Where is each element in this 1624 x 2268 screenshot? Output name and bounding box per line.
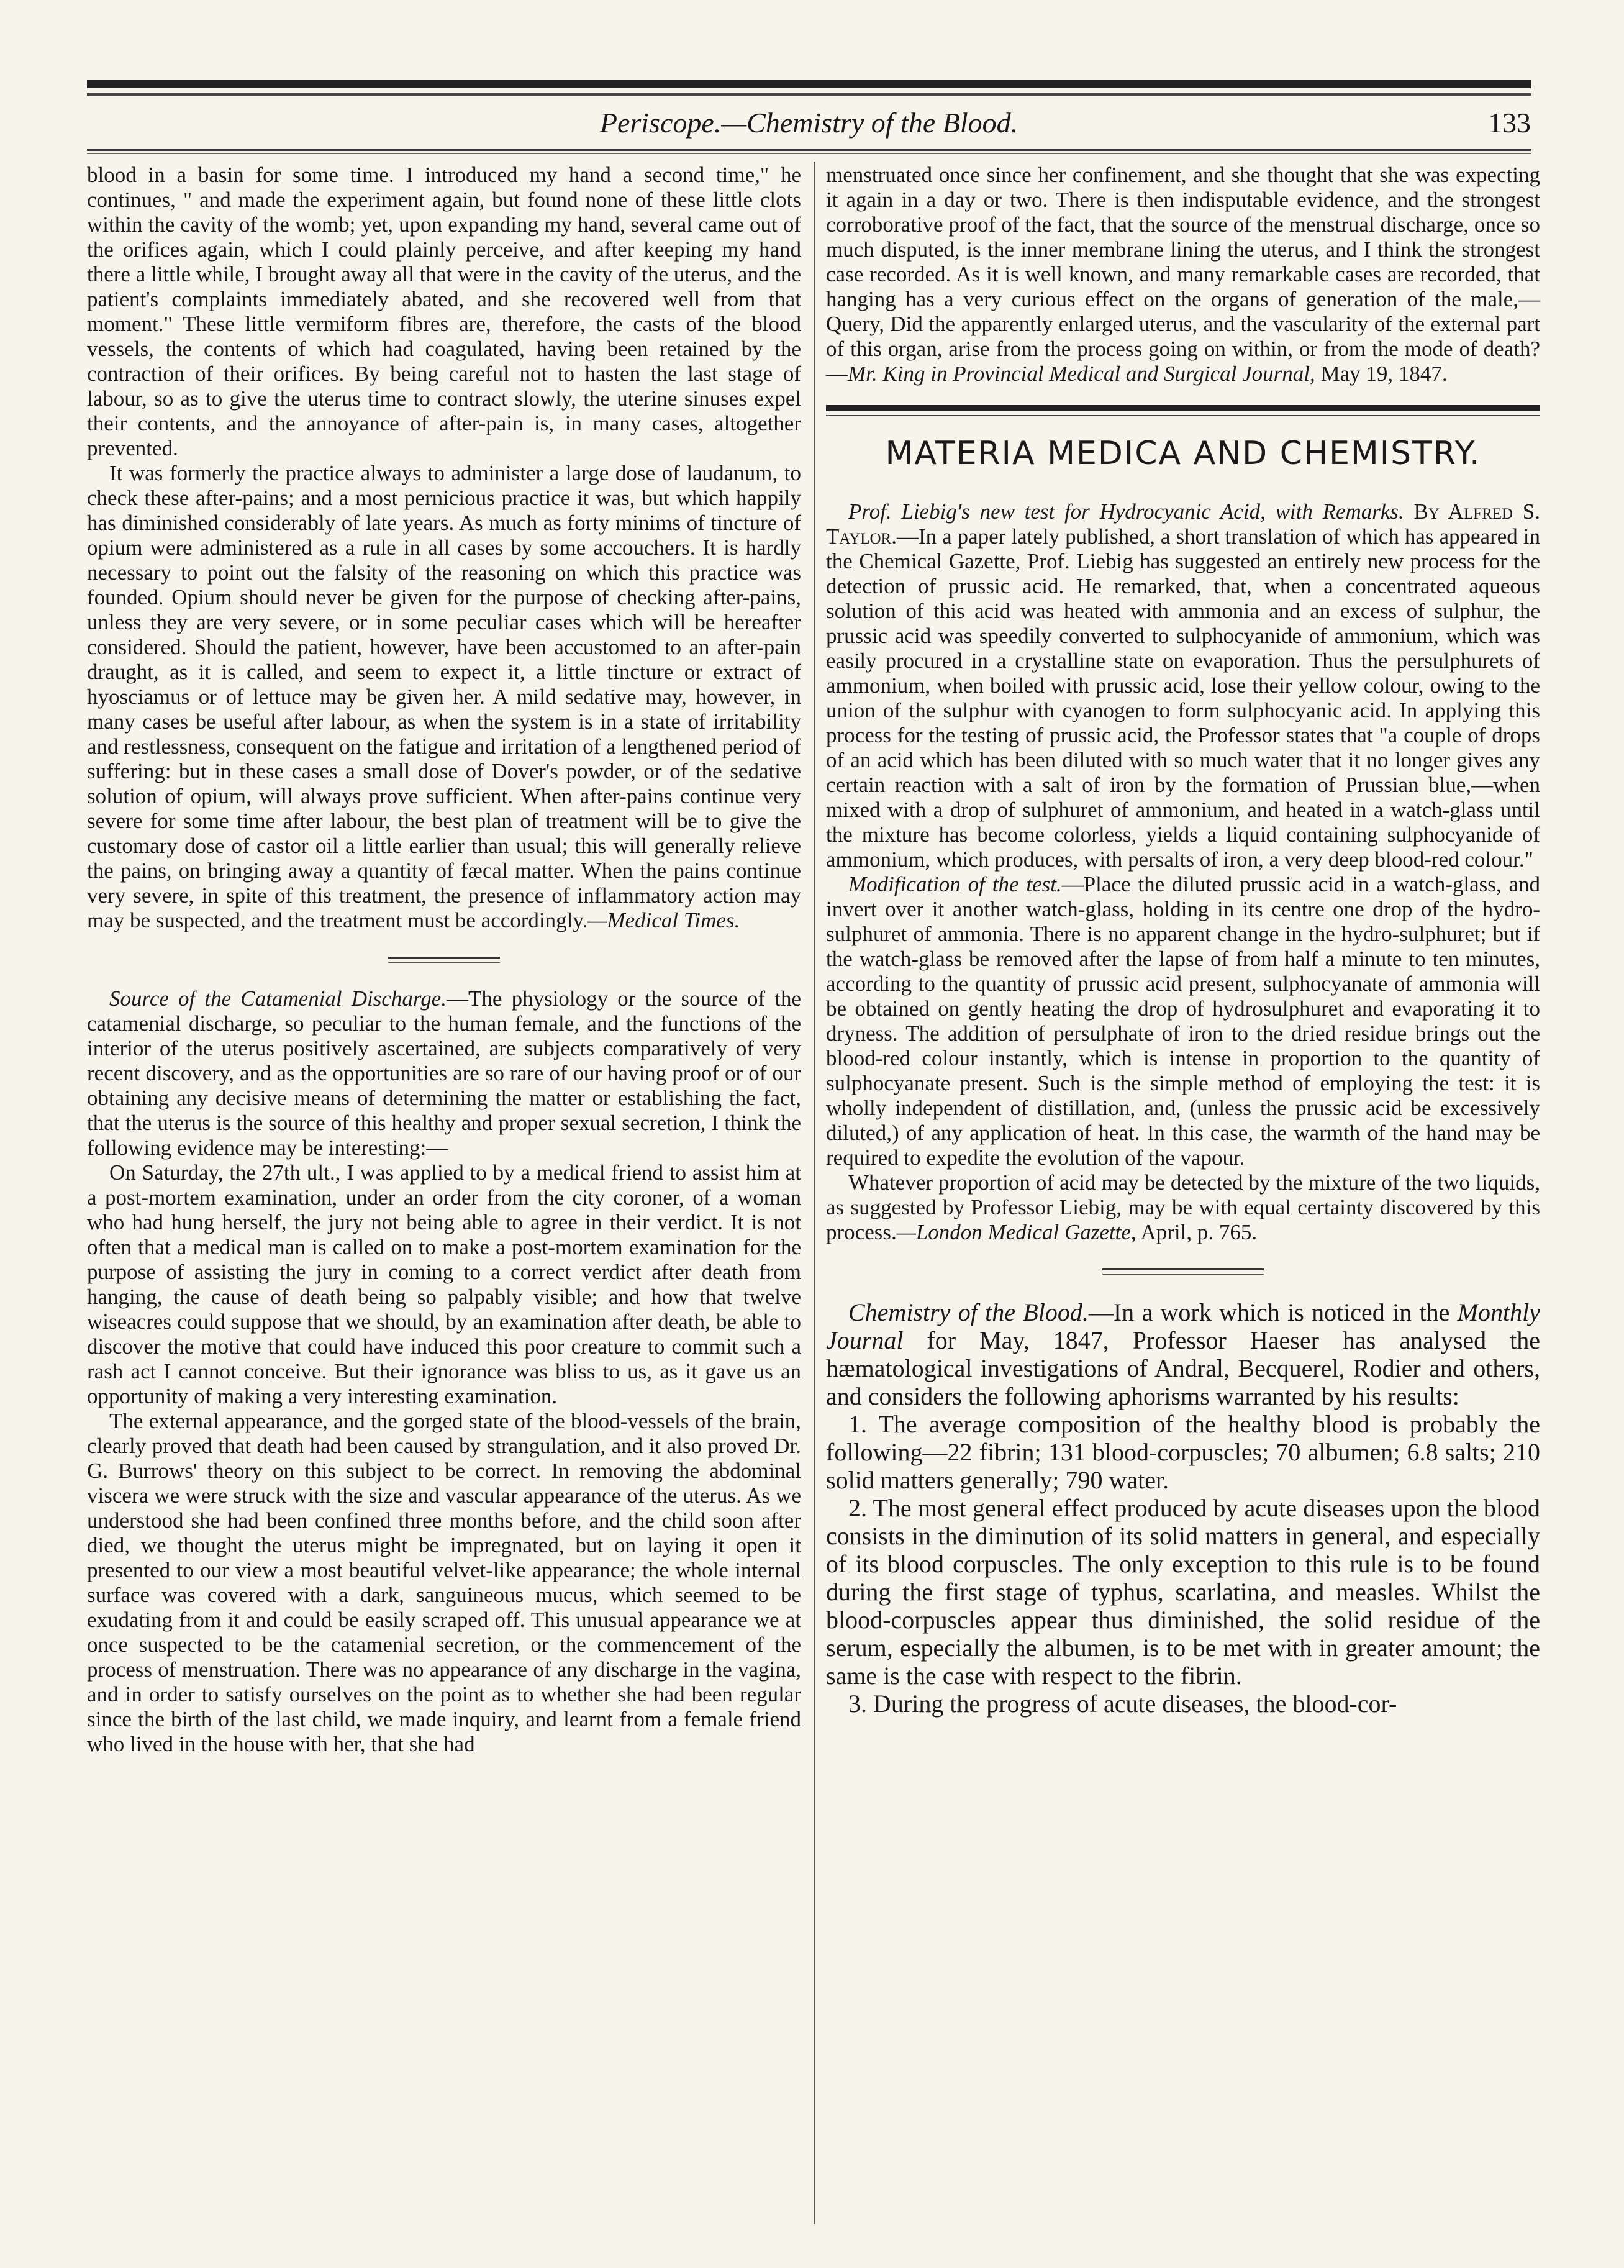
source-citation: —London Medical Gazette, (896, 1220, 1136, 1244)
aphorism-3: 3. During the progress of acute diseases, the blood-cor- (848, 1690, 1397, 1718)
citation-date: April, p. 765. (1136, 1220, 1258, 1244)
paragraph-text: —In a work which is noticed in the (1088, 1298, 1458, 1326)
paragraph: blood in a basin for some time. I introduced my hand a second time," he continues, " and made the experiment again, but found none of these little clots within the cavity of the womb; yet, upon expanding my hand, several came out of the orifices again, which I could plainly perceive, and after keeping my hand there a little while, I brought away all that were in the cavity of the uterus, and the patient's complaints immediately abated, and she recovered well from that moment." These little vermiform fibres are, therefore, the casts of the blood vessels, the contents of which had coagulated, having been retained by the contraction of their orifices. By being careful not to hasten the last stage of labour, so as to give the uterus time to contract slowly, the uterine sinuses expel their contents, and the annoyance of after-pain is, in many cases, altogether prevented. (87, 163, 801, 460)
section-rule-thin (826, 415, 1540, 416)
journal-name: Monthly Journal (826, 1298, 1540, 1354)
paragraph-text: Whatever proportion of acid may be detected by the mixture of the two liquids, as suggested by Professor Liebig, may be with equal certainty discovered by this process. (826, 1170, 1540, 1244)
paragraph (826, 1298, 1540, 1410)
running-head: Periscope.—Chemistry of the Blood. (599, 107, 1018, 139)
aphorism-2: 2. The most general effect produced by acute diseases upon the blood consists in the diminution of its solid matters in general, and especially of its blood corpuscles. The only exception to this rule is to be found during the first stage of typhus, scarlatina, and measles. Whilst the blood-corpuscles appear thus diminished, the solid residue of the serum, especially the albumen, is to be met with in greater amount; the same is the case with respect to the fibrin. (826, 1494, 1540, 1690)
paragraph: The external appearance, and the gorged state of the blood-vessels of the brain, clearly proved that death had been caused by strangulation, and it also proved Dr. G. Burrows' theory on this subject to be correct. In removing the abdominal viscera we were struck with the size and vascular appearance of the uterus. As we understood she had been confined three months before, and the child soon after died, we thought the uterus might be impregnated, but on laying it open it presented to our view a most beautiful velvet-like appearance; the whole internal surface was covered with a dark, sanguineous mucus, which seemed to be exudating from it and could be easily scraped off. This unusual appearance we at once suspected to be the catamenial secretion, or the commencement of the process of menstruation. There was no appearance of any discharge in the vagina, and in order to satisfy ourselves on the point as to whether she had been regular since the birth of the last child, we made inquiry, and learnt from a female friend who lived in the house with her, that she had (87, 1409, 801, 1756)
header-rule-thin (87, 153, 1531, 154)
article-title: Prof. Liebig's new test for Hydrocyanic Acid, with Remarks. (848, 499, 1404, 524)
separator-rule (1102, 1268, 1264, 1275)
paragraph (87, 461, 801, 933)
page-header (87, 104, 1531, 142)
paragraph-text: It was formerly the practice always to administer a large dose of laudanum, to check these after-pains; and a most pernicious practice it was, but which happily has diminished considerably of late years. As much as forty minims of tincture of opium were administered as a rule in all cases by some accouchers. It is hardly necessary to point out the falsity of the reasoning on which this practice was founded. Opium should never be given for the purpose of checking after-pains, unless they are very severe, or in some peculiar cases which will be hereafter considered. Should the patient, however, have been accustomed to an after-pain draught, as it is called, and seem to expect it, a little tincture or extract of hyosciamus or of lettuce may be given her. A mild sedative may, however, in many cases be useful after labour, as when the system is in a state of irritability and restlessness, consequent on the fatigue and irritation of a lengthened period of suffering: but in these cases a small dose of Dover's powder, or of the sedative solution of opium, will always prove sufficient. When after-pains continue very severe for some time after labour, the best plan of treatment will be to give the customary dose of castor oil a little earlier than usual; this will generally relieve the pains, on bringing away a quantity of fæcal matter. When the pains continue very severe, in spite of this treatment, the presence of inflammatory action may may be suspected, and the treatment must be accordingly. (87, 461, 801, 932)
paragraph-text: —Place the diluted prussic acid in a watch-glass, and invert over it another watch-glass, holding in its centre one drop of the hydro-sulphuret of ammonia. There is no apparent change in the hydro-sulphuret; but if the watch-glass be removed after the lapse of from half a minute to ten minutes, according to the quantity of prussic acid present, sulphocyanate of ammonia will be obtained on gently heating the drop of hydrosulphuret and evaporating it to dryness. The addition of persulphate of iron to the dried residue brings out the blood-red colour instantly, which is intense in proportion to the quantity of sulphocyanate present. Such is the simple method of employing the test: it is wholly independent of distillation, and, (unless the prussic acid be excessively diluted,) of any application of heat. In this case, the warmth of the hand may be required to expedite the evolution of the vapour. (826, 872, 1540, 1170)
column-divider (814, 162, 815, 2224)
paragraph (826, 163, 1540, 386)
article-title: Chemistry of the Blood. (848, 1298, 1089, 1326)
article-title: Source of the Catamenial Discharge. (109, 986, 447, 1011)
paragraph (826, 1170, 1540, 1245)
top-rule (87, 80, 1531, 88)
paragraph: On Saturday, the 27th ult., I was applied to by a medical friend to assist him at a post-mortem examination, under an order from the city coroner, of a woman who had hung herself, the jury not being able to agree in their verdict. It is not often that a medical man is called on to make a post-mortem examination for the purpose of assisting the jury in coming to a correct verdict after death from hanging, the cause of death being so palpably visible; and how that twelve wiseacres could suppose that we should, by an examination after death, be able to discover the motive that could have induced this poor creature to commit such a rash act I cannot conceive. But their ignorance was bliss to us, as it gave us an opportunity of making a very interesting examination. (87, 1160, 801, 1408)
paragraph-text: —In a paper lately published, a short translation of which has appeared in the Chemical Gazette, Prof. Liebig has suggested an entirely new process for the detection of prussic acid. He remarked, that, when a concentrated aqueous solution of this acid was heated with ammonia and an excess of sulphur, the prussic acid was speedily converted to sulphocyanide of ammonium, which was easily procured in a crystalline state on evaporation. Thus the persulphurets of ammonium, when boiled with prussic acid, lose their yellow colour, owing to the union of the sulphur with cyanogen to form sulphocyanic acid. In applying this process for the testing of prussic acid, the Professor states that "a couple of drops of an acid which has been diluted with so much water that it no longer gives any certain reaction with a salt of iron by the formation of Prussian blue,—when mixed with a drop of sulphuret of ammonium, and heated in a watch-glass until the mixture has become colorless, yields a liquid containing sulphocyanide of ammonium, which produces, with persalts of iron, a very deep blood-red colour." (826, 524, 1540, 872)
blood-article (826, 1298, 1540, 1718)
section-heading: MATERIA MEDICA AND CHEMISTRY. (885, 435, 1481, 472)
source-citation: Mr. King in Provincial Medical and Surgical Journal, (848, 362, 1315, 386)
paragraph-text: menstruated once since her confinement, and she thought that she was expecting it again in a day or two. There is then indisputable evidence, and the strongest corroborative proof of the fact, that the source of the menstrual discharge, once so much disputed, is the inner membrane lining the uterus, and I think the strongest case recorded. As it is well known, and many remarkable cases are recorded, that hanging has a very curious effect on the organs of generation of the male,—Query, Did the apparently enlarged uterus, and the vascularity of the external part of this organ, arise from the process going on within, or from the mode of death?— (826, 163, 1540, 386)
left-column (87, 163, 801, 1757)
subsection-title: Modification of the test. (848, 872, 1062, 896)
paragraph (826, 872, 1540, 1170)
header-rule (87, 149, 1531, 151)
paragraph (826, 499, 1540, 872)
paragraph (87, 986, 801, 1160)
right-column (826, 163, 1540, 1718)
article-author: By Alfred S. Taylor. (826, 499, 1540, 549)
page-number: 133 (1488, 107, 1531, 139)
source-citation: —Medical Times. (587, 908, 740, 932)
paragraph-text: for May, 1847, Professor Haeser has analysed the hæmatological investigations of Andral, Becquerel, Rodier and others, and considers the following aphorisms warranted by his results: (826, 1326, 1540, 1410)
citation-date: May 19, 1847. (1315, 362, 1448, 386)
top-rule-thin (87, 93, 1531, 96)
aphorism-1: 1. The average composition of the healthy blood is probably the following—22 fibrin; 131 blood-corpuscles; 70 albumen; 6.8 salts; 210 solid matters generally; 790 water. (826, 1410, 1540, 1494)
paragraph-text: —The physiology or the source of the catamenial discharge, so peculiar to the human female, and the functions of the interior of the uterus positively ascertained, are subjects comparatively of very recent discovery, and as the opportunities are so rare of our having proof or of our obtaining any decisive means of determining the matter or establishing the fact, that the uterus is the source of this healthy and proper sexual secretion, I think the following evidence may be interesting:— (87, 986, 801, 1160)
separator-rule (388, 957, 500, 963)
section-rule (826, 405, 1540, 411)
